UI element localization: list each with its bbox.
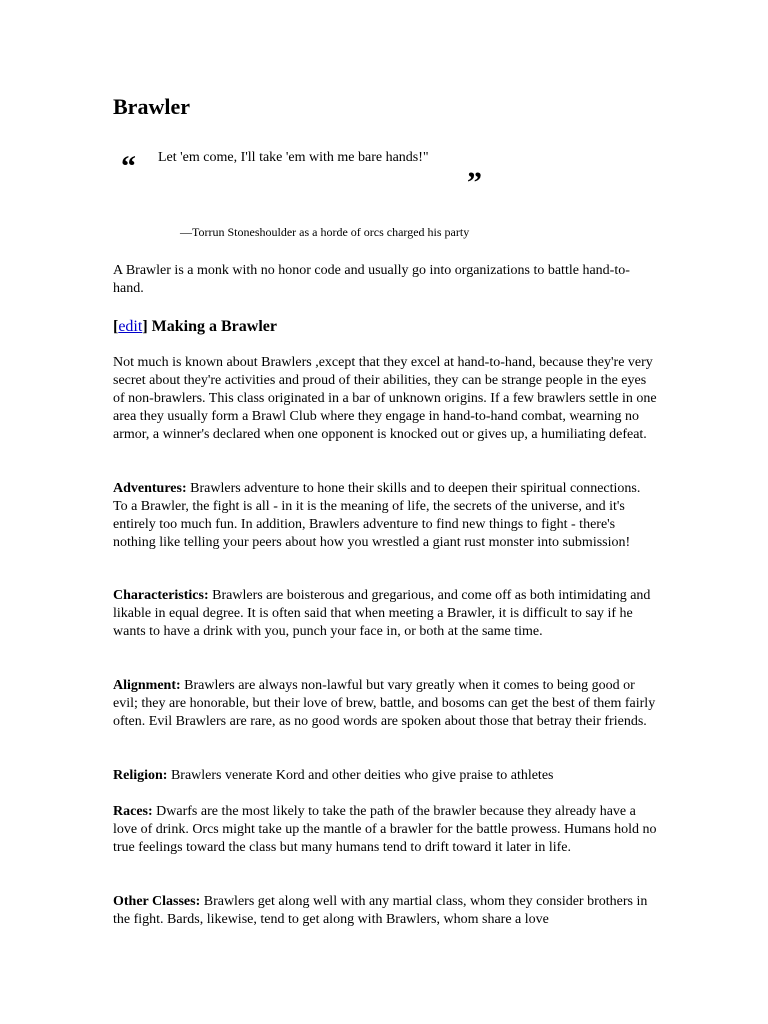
religion-text: Brawlers venerate Kord and other deities who give praise to athletes bbox=[167, 768, 554, 783]
intro-paragraph: A Brawler is a monk with no honor code and usually go into organizations to battle hand-to-hand. bbox=[113, 263, 630, 296]
other-classes-text: Brawlers get along well with any martial class, whom they consider brothers in the fight. Bards, likewise, tend to get along with Brawlers, whom share a love bbox=[113, 894, 648, 927]
adventures-paragraph bbox=[113, 480, 658, 552]
other-classes-paragraph bbox=[113, 893, 658, 929]
religion-paragraph bbox=[113, 767, 658, 785]
bracket-close: ] bbox=[142, 318, 148, 335]
religion-label: Religion: bbox=[113, 768, 168, 783]
section-heading-text: Making a Brawler bbox=[147, 318, 277, 335]
bracket-open: [ bbox=[113, 318, 119, 335]
other-classes-label: Other Classes: bbox=[113, 894, 201, 909]
alignment-text: Brawlers are always non-lawful but vary greatly when it comes to being good or evil; they are honorable, but their love of brew, battle, and bosoms can get the best of them fairly often. Evil Brawlers are rare, as no good words are spoken about those that betray their friends. bbox=[113, 678, 656, 729]
alignment-label: Alignment: bbox=[113, 678, 181, 693]
characteristics-text: Brawlers are boisterous and gregarious, and come off as both intimidating and likable in equal degree. It is often said that when meeting a Brawler, it is difficult to say if he wants to have a drink with you, punch your face in, or both at the same time. bbox=[113, 588, 651, 639]
races-text: Dwarfs are the most likely to take the path of the brawler because they already have a love of drink. Orcs might take up the mantle of a brawler for the battle prowess. Humans hold no true feelings toward the class but many humans tend to drift toward it later in life. bbox=[113, 804, 657, 855]
adventures-label: Adventures: bbox=[113, 481, 187, 496]
characteristics-paragraph bbox=[113, 587, 658, 641]
adventures-text: Brawlers adventure to hone their skills and to deepen their spiritual connections. To a Brawler, the fight is all - in it is the meaning of life, the secrets of the universe, and it's entirely too much fun. In addition, Brawlers adventure to find new things to fight - there's nothing like telling your peers about how you wrestled a giant rust monster into submission! bbox=[113, 481, 641, 550]
edit-link[interactable]: edit bbox=[118, 318, 143, 335]
races-label: Races: bbox=[113, 804, 153, 819]
page-title: Brawler bbox=[113, 94, 190, 119]
characteristics-label: Characteristics: bbox=[113, 588, 209, 603]
close-quote-mark: ” bbox=[467, 166, 482, 199]
open-quote-mark: “ bbox=[121, 150, 136, 183]
quote-attribution: —Torrun Stoneshoulder as a horde of orcs charged his party bbox=[180, 225, 470, 239]
section-heading-making-a-brawler bbox=[113, 317, 277, 337]
making-paragraph: Not much is known about Brawlers ,except that they excel at hand-to-hand, because they're very secret about they're activities and proud of their abilities, they can be strange people in the eyes of non-brawlers. This class originated in a bar of unknown origins. If a few brawlers settle in one area they usually form a Brawl Club where they engage in hand-to-hand combat, wearning no armor, a winner's declared when one opponent is knocked out or gives up, a humiliating defeat. bbox=[113, 355, 657, 442]
alignment-paragraph bbox=[113, 677, 658, 731]
races-paragraph bbox=[113, 803, 658, 857]
quote-text: Let 'em come, I'll take 'em with me bare hands!" bbox=[158, 150, 429, 165]
